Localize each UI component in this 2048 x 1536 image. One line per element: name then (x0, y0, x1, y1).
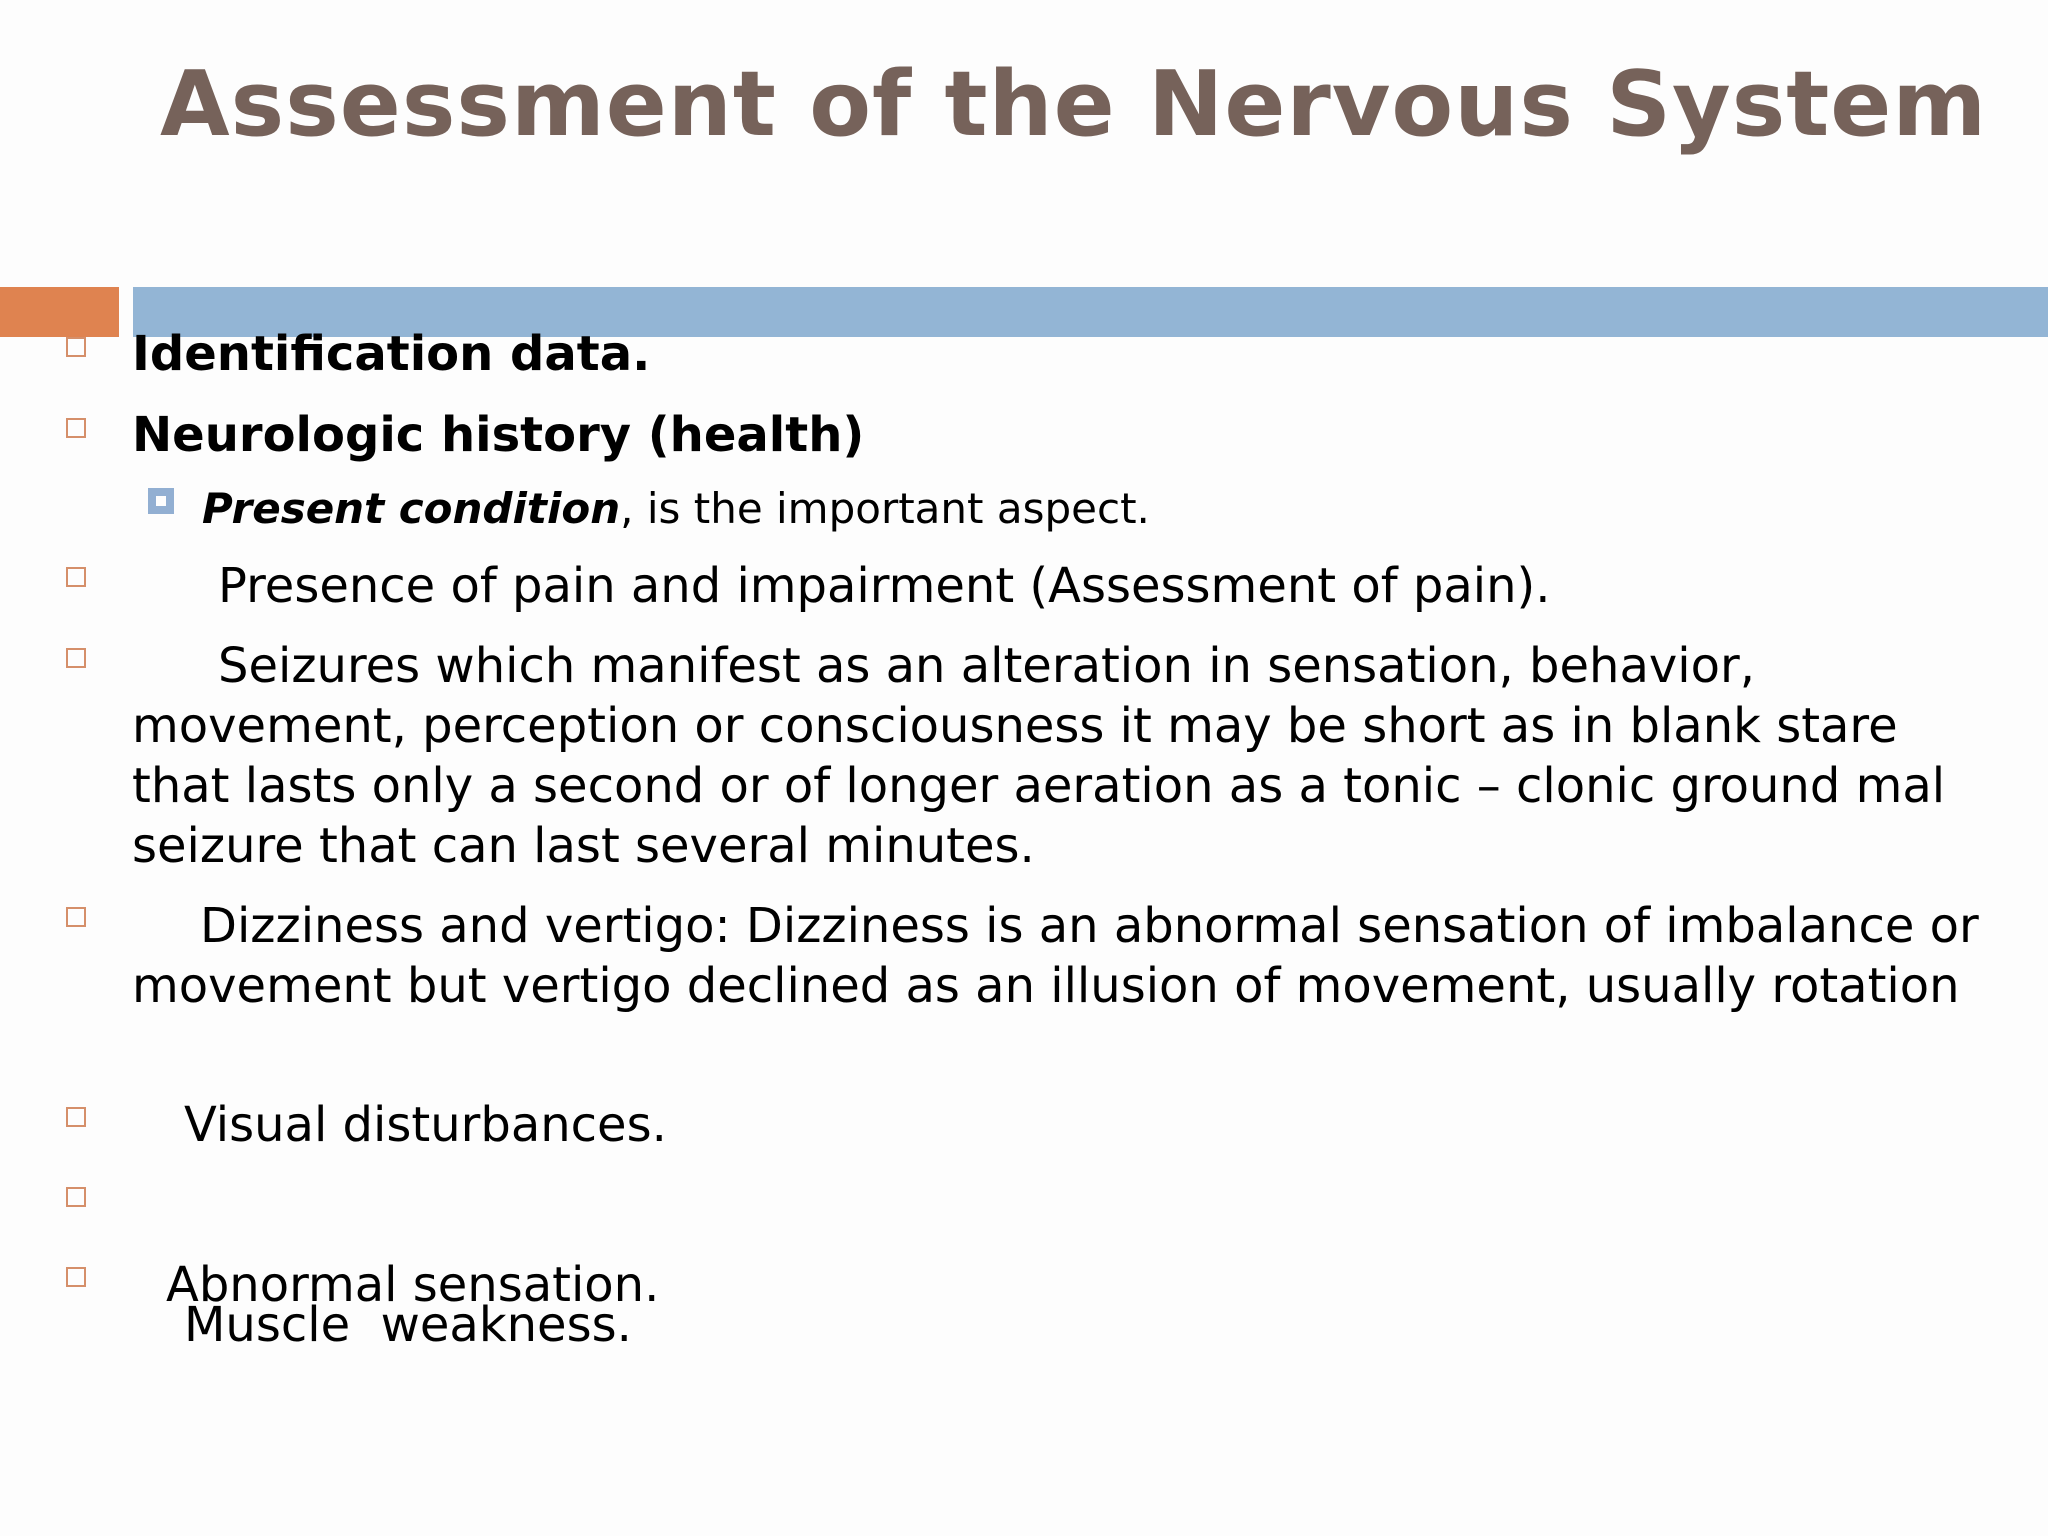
filled-square-bullet-icon (148, 488, 174, 514)
square-bullet-icon (66, 1267, 86, 1287)
bullet-item (132, 324, 1982, 384)
bullet-item (132, 1175, 1982, 1475)
bullet-item (132, 1255, 1982, 1315)
bullet-text: Abnormal sensation. (166, 1257, 660, 1313)
square-bullet-icon (66, 337, 86, 357)
bullet-text: Seizures which manifest as an alteration in sensation, behavior, movement, perception or consciousness it may be short as in blank stare that lasts only a second or of longer aeration as a tonic – clonic ground mal seizure that can last several minutes. (132, 638, 1946, 874)
bullet-text: Dizziness and vertigo: Dizziness is an abnormal sensation of imbalance or movement but vertigo declined as an illusion of movement, usually rotation (132, 898, 1979, 1014)
bullet-item (132, 405, 1982, 465)
slide-title: Assessment of the Nervous System (160, 52, 1988, 157)
square-bullet-icon (66, 907, 86, 927)
square-bullet-icon (66, 567, 86, 587)
bullet-item (132, 1095, 1982, 1155)
bullet-text: Presence of pain and impairment (Assessment of pain). (218, 558, 1551, 614)
sub-bullet-emphasis: Present condition (202, 484, 621, 533)
bullet-text: Neurologic history (health) (132, 407, 865, 463)
sub-bullet-text: , is the important aspect. (620, 484, 1150, 533)
square-bullet-icon (66, 1187, 86, 1207)
bullet-item (132, 556, 1982, 616)
square-bullet-icon (66, 1107, 86, 1127)
bullet-text: Visual disturbances. (184, 1097, 667, 1153)
bullet-item (132, 896, 1982, 1016)
square-bullet-icon (66, 418, 86, 438)
square-bullet-icon (66, 648, 86, 668)
bullet-item (132, 636, 1982, 876)
bullet-text: Identification data. (132, 326, 651, 382)
sub-bullet-item (202, 482, 1902, 536)
bullet-text: Muscle weakness. (184, 1297, 632, 1353)
